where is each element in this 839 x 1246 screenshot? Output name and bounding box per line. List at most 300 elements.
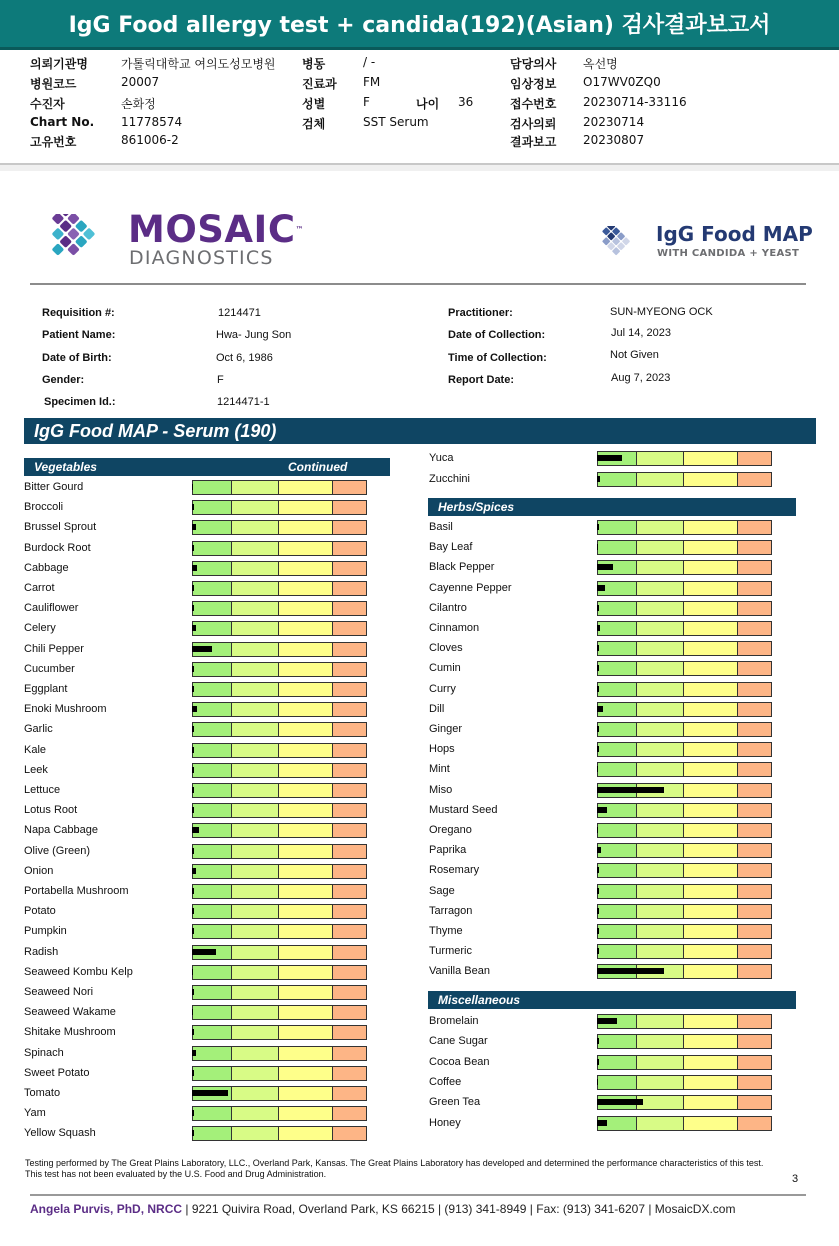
level-band: [332, 702, 367, 717]
food-name: Curry: [429, 682, 456, 695]
level-band: [332, 1046, 367, 1061]
level-band: [332, 662, 367, 677]
level-band: [737, 722, 772, 737]
level-bar: [192, 985, 365, 1000]
level-bar: [192, 601, 365, 616]
level-bar: [192, 783, 365, 798]
report-title: IgG Food allergy test + candida(192)(Asian) 검사결과보고서: [68, 13, 771, 38]
footer-disclaimer: Testing performed by The Great Plains Laboratory, LLC., Overland Park, Kansas. The Great Plains Laboratory has developed and determined the performance characteristics of this test. This test has not been evaluated by the U.S. Food and Drug Administration.: [25, 1158, 764, 1179]
level-fill: [192, 504, 194, 510]
level-band: [683, 621, 739, 636]
level-bar: [192, 561, 365, 576]
level-band: [231, 662, 280, 677]
level-band: [192, 500, 233, 515]
level-band: [683, 702, 739, 717]
level-fill: [192, 706, 197, 712]
product-subtitle: WITH CANDIDA + YEAST: [657, 248, 800, 259]
level-band: [192, 601, 233, 616]
level-band: [737, 1095, 772, 1110]
level-bar: [597, 964, 770, 979]
level-band: [332, 561, 367, 576]
food-name: Honey: [429, 1116, 461, 1129]
level-fill: [192, 1130, 194, 1136]
level-band: [737, 472, 772, 487]
level-band: [231, 520, 280, 535]
header-label: 고유번호: [30, 135, 77, 149]
food-name: Turmeric: [429, 945, 472, 958]
level-band: [192, 965, 233, 980]
level-band: [278, 763, 334, 778]
level-band: [597, 742, 638, 757]
header-value: / -: [363, 55, 376, 69]
level-band: [278, 581, 334, 596]
level-band: [683, 863, 739, 878]
food-name: Seaweed Wakame: [24, 1006, 116, 1019]
level-band: [636, 924, 685, 939]
level-band: [636, 560, 685, 575]
level-band: [231, 621, 280, 636]
level-band: [332, 1106, 367, 1121]
product-name: IgG Food MAP: [656, 222, 813, 246]
level-fill: [597, 968, 664, 974]
level-band: [737, 1014, 772, 1029]
level-bar: [192, 864, 365, 879]
level-band: [332, 480, 367, 495]
level-band: [683, 762, 739, 777]
level-band: [278, 924, 334, 939]
footer-address-line: [30, 1202, 735, 1216]
level-band: [636, 1095, 685, 1110]
level-band: [192, 1126, 233, 1141]
level-fill: [192, 969, 193, 975]
food-name: Lettuce: [24, 784, 61, 796]
level-band: [278, 844, 334, 859]
food-name: Cayenne Pepper: [429, 581, 512, 594]
level-band: [683, 884, 739, 899]
patient-field-value: SUN-MYEONG OCK: [610, 306, 713, 318]
level-fill: [192, 787, 194, 793]
level-band: [332, 763, 367, 778]
level-band: [231, 1005, 280, 1020]
level-band: [332, 601, 367, 616]
food-name: Bitter Gourd: [24, 481, 84, 493]
patient-field-value: Aug 7, 2023: [611, 372, 671, 384]
level-band: [636, 843, 685, 858]
level-band: [683, 803, 739, 818]
level-bar: [192, 480, 365, 495]
level-fill: [597, 706, 603, 712]
food-name: Potato: [24, 905, 56, 918]
food-name: Paprika: [429, 844, 467, 857]
header-value: FM: [363, 75, 381, 89]
level-band: [597, 641, 638, 656]
level-band: [278, 1086, 334, 1101]
header-label: 결과보고: [510, 135, 557, 149]
food-name: Broccoli: [24, 501, 64, 514]
level-band: [683, 843, 739, 858]
level-fill: [597, 787, 664, 793]
level-band: [683, 682, 739, 697]
food-name: Vanilla Bean: [429, 965, 490, 978]
food-name: Napa Cabbage: [24, 824, 99, 837]
level-bar: [192, 520, 365, 535]
level-band: [332, 500, 367, 515]
level-fill: [597, 948, 599, 954]
level-bar: [597, 843, 770, 858]
level-band: [737, 924, 772, 939]
level-fill: [192, 949, 216, 955]
level-fill: [597, 888, 599, 894]
level-band: [683, 472, 739, 487]
header-value: 가톨릭대학교 여의도성모병원: [121, 57, 276, 71]
food-name: Yam: [24, 1107, 46, 1120]
level-fill: [192, 1110, 194, 1116]
category-header-vegetables: [24, 458, 390, 476]
level-band: [278, 823, 334, 838]
level-fill: [192, 1029, 194, 1035]
food-name: Rosemary: [429, 864, 480, 877]
level-band: [597, 843, 638, 858]
food-name: Seaweed Nori: [24, 986, 94, 998]
food-name: Portabella Mushroom: [24, 885, 129, 897]
level-band: [597, 863, 638, 878]
level-band: [332, 1005, 367, 1020]
header-label: 의뢰기관명: [30, 57, 88, 71]
page-number: 3: [792, 1173, 799, 1185]
level-band: [597, 924, 638, 939]
food-name: Garlic: [24, 723, 53, 736]
level-band: [192, 682, 233, 697]
level-band: [278, 783, 334, 798]
level-band: [278, 702, 334, 717]
level-bar: [192, 1046, 365, 1061]
level-band: [231, 945, 280, 960]
level-bar: [597, 1116, 770, 1131]
level-band: [332, 904, 367, 919]
level-band: [737, 803, 772, 818]
header-label: 임상정보: [510, 77, 557, 91]
level-bar: [597, 682, 770, 697]
patient-field-label: Gender:: [42, 374, 85, 386]
header-gap: [0, 165, 839, 171]
food-name: Carrot: [24, 582, 55, 594]
patient-field-value: Oct 6, 1986: [216, 352, 273, 364]
food-name: Cauliflower: [24, 602, 79, 615]
level-band: [231, 581, 280, 596]
food-name: Black Pepper: [429, 561, 495, 574]
level-band: [636, 702, 685, 717]
level-band: [192, 541, 233, 556]
header-label: 담당의사: [510, 57, 557, 71]
level-bar: [192, 722, 365, 737]
patient-field-label: Practitioner:: [448, 307, 513, 319]
level-band: [683, 641, 739, 656]
level-band: [231, 1066, 280, 1081]
level-band: [231, 783, 280, 798]
level-bar: [192, 763, 365, 778]
level-band: [636, 641, 685, 656]
level-band: [683, 1075, 739, 1090]
food-name: Leek: [24, 763, 48, 776]
level-bar: [597, 601, 770, 616]
level-band: [192, 722, 233, 737]
level-bar: [597, 722, 770, 737]
level-band: [597, 682, 638, 697]
food-name: Pumpkin: [24, 925, 67, 938]
level-fill: [192, 524, 196, 530]
level-fill: [597, 847, 601, 853]
level-band: [636, 1034, 685, 1049]
level-bar: [192, 1126, 365, 1141]
food-name: Thyme: [429, 925, 463, 937]
food-name: Bromelain: [429, 1015, 479, 1027]
level-bar: [597, 823, 770, 838]
level-bar: [192, 1005, 365, 1020]
patient-field-label: Date of Birth:: [42, 352, 112, 364]
level-bar: [597, 924, 770, 939]
level-bar: [192, 884, 365, 899]
level-band: [683, 904, 739, 919]
level-band: [231, 722, 280, 737]
patient-field-label: Requisition #:: [42, 307, 115, 319]
level-band: [737, 843, 772, 858]
logo-divider: [30, 283, 806, 285]
header-label: 수진자: [30, 97, 65, 111]
level-band: [192, 480, 233, 495]
level-fill: [597, 585, 605, 591]
header-value: 11778574: [121, 115, 183, 129]
level-band: [278, 1046, 334, 1061]
level-band: [636, 823, 685, 838]
level-band: [278, 904, 334, 919]
level-band: [278, 722, 334, 737]
level-band: [192, 702, 233, 717]
level-band: [192, 864, 233, 879]
level-band: [332, 783, 367, 798]
level-band: [278, 541, 334, 556]
header-label: 병동: [302, 57, 326, 71]
food-name: Lotus Root: [24, 804, 78, 817]
level-band: [597, 944, 638, 959]
level-band: [278, 965, 334, 980]
food-name: Spinach: [24, 1046, 64, 1059]
level-band: [231, 1126, 280, 1141]
patient-field-value: 1214471: [218, 307, 261, 319]
level-band: [231, 904, 280, 919]
level-fill: [192, 868, 196, 874]
level-bar: [597, 884, 770, 899]
patient-field-label: Report Date:: [448, 374, 515, 386]
level-band: [636, 451, 685, 466]
level-band: [332, 722, 367, 737]
level-bar: [192, 844, 365, 859]
level-band: [683, 722, 739, 737]
level-band: [597, 621, 638, 636]
level-band: [683, 520, 739, 535]
level-band: [683, 451, 739, 466]
level-bar: [192, 904, 365, 919]
level-band: [636, 472, 685, 487]
level-band: [278, 884, 334, 899]
food-name: Yuca: [429, 452, 454, 464]
level-fill: [192, 767, 194, 773]
header-value: 20230807: [583, 133, 645, 147]
level-fill: [597, 827, 598, 833]
header-label: 검사의뢰: [510, 117, 557, 131]
level-band: [231, 702, 280, 717]
patient-field-value: Hwa- Jung Son: [216, 329, 292, 341]
level-band: [636, 1075, 685, 1090]
level-band: [192, 662, 233, 677]
level-band: [332, 581, 367, 596]
level-band: [332, 642, 367, 657]
level-band: [231, 823, 280, 838]
level-fill: [192, 686, 194, 692]
level-bar: [597, 742, 770, 757]
level-band: [636, 1116, 685, 1131]
level-fill: [597, 524, 599, 530]
food-name: Burdock Root: [24, 541, 91, 554]
level-band: [231, 1106, 280, 1121]
level-band: [737, 641, 772, 656]
level-bar: [597, 472, 770, 487]
patient-field-label: Time of Collection:: [448, 352, 547, 364]
level-band: [231, 884, 280, 899]
level-band: [636, 621, 685, 636]
food-name: Coffee: [429, 1075, 462, 1088]
level-fill: [192, 1070, 194, 1076]
level-fill: [192, 827, 199, 833]
level-band: [231, 803, 280, 818]
food-name: Oregano: [429, 824, 472, 836]
level-band: [278, 1066, 334, 1081]
level-bar: [192, 965, 365, 980]
level-band: [192, 783, 233, 798]
level-band: [231, 1046, 280, 1061]
food-name: Olive (Green): [24, 844, 91, 857]
level-bar: [597, 520, 770, 535]
level-bar: [192, 642, 365, 657]
category-header-herbs: Herbs/Spices: [428, 498, 796, 516]
level-band: [192, 844, 233, 859]
level-fill: [597, 746, 599, 752]
level-band: [636, 1055, 685, 1070]
level-bar: [597, 1055, 770, 1070]
level-bar: [597, 762, 770, 777]
level-band: [332, 682, 367, 697]
level-fill: [597, 867, 599, 873]
level-fill: [192, 565, 197, 571]
level-bar: [192, 702, 365, 717]
food-name: Onion: [24, 864, 54, 877]
level-bar: [192, 823, 365, 838]
level-fill: [597, 1120, 607, 1126]
level-bar: [192, 1025, 365, 1040]
level-band: [737, 581, 772, 596]
level-band: [278, 662, 334, 677]
level-band: [683, 1055, 739, 1070]
level-bar: [597, 702, 770, 717]
level-band: [636, 863, 685, 878]
level-band: [737, 560, 772, 575]
header-value: F: [363, 95, 370, 109]
level-fill: [192, 1090, 228, 1096]
level-bar: [192, 581, 365, 596]
level-band: [636, 722, 685, 737]
level-band: [737, 863, 772, 878]
section-title: IgG Food MAP - Serum (190): [24, 418, 816, 444]
header-value: 20007: [121, 75, 160, 89]
level-bar: [597, 904, 770, 919]
level-band: [231, 924, 280, 939]
level-band: [597, 904, 638, 919]
level-band: [278, 1025, 334, 1040]
food-name: Kale: [24, 743, 47, 756]
patient-field-value: Jul 14, 2023: [611, 327, 671, 339]
level-band: [278, 682, 334, 697]
footer-address: | 9221 Quivira Road, Overland Park, KS 66215 | (913) 341-8949 | Fax: (913) 341-6207 | MosaicDX.com: [182, 1202, 736, 1216]
header-value: 36: [458, 95, 474, 109]
level-band: [278, 500, 334, 515]
food-name: Cocoa Bean: [429, 1055, 490, 1068]
level-band: [683, 560, 739, 575]
level-band: [278, 621, 334, 636]
level-band: [636, 661, 685, 676]
level-band: [278, 561, 334, 576]
food-name: Eggplant: [24, 683, 68, 695]
header-label: 나이: [416, 97, 440, 111]
header-value: O17WV0ZQ0: [583, 75, 661, 89]
level-fill: [192, 585, 194, 591]
level-bar: [192, 1066, 365, 1081]
header-value: 옥선명: [583, 57, 618, 71]
level-fill: [192, 545, 194, 551]
level-band: [597, 823, 638, 838]
level-band: [192, 1005, 233, 1020]
level-band: [737, 904, 772, 919]
food-name: Basil: [429, 521, 453, 533]
level-band: [192, 520, 233, 535]
level-bar: [597, 944, 770, 959]
level-band: [192, 1106, 233, 1121]
level-fill: [597, 1099, 643, 1105]
level-band: [597, 722, 638, 737]
food-name: Ginger: [429, 723, 463, 735]
level-band: [737, 540, 772, 555]
level-band: [278, 520, 334, 535]
level-band: [278, 945, 334, 960]
level-band: [231, 844, 280, 859]
level-bar: [597, 661, 770, 676]
level-band: [597, 472, 638, 487]
level-band: [278, 480, 334, 495]
level-band: [683, 581, 739, 596]
level-band: [737, 823, 772, 838]
level-band: [683, 783, 739, 798]
food-name: Cloves: [429, 642, 463, 655]
level-band: [332, 1066, 367, 1081]
level-fill: [192, 726, 194, 732]
food-name: Shitake Mushroom: [24, 1026, 116, 1039]
level-band: [332, 1086, 367, 1101]
level-band: [737, 451, 772, 466]
level-fill: [597, 726, 599, 732]
level-bar: [597, 581, 770, 596]
level-bar: [192, 682, 365, 697]
level-band: [192, 884, 233, 899]
level-band: [231, 642, 280, 657]
level-band: [683, 964, 739, 979]
